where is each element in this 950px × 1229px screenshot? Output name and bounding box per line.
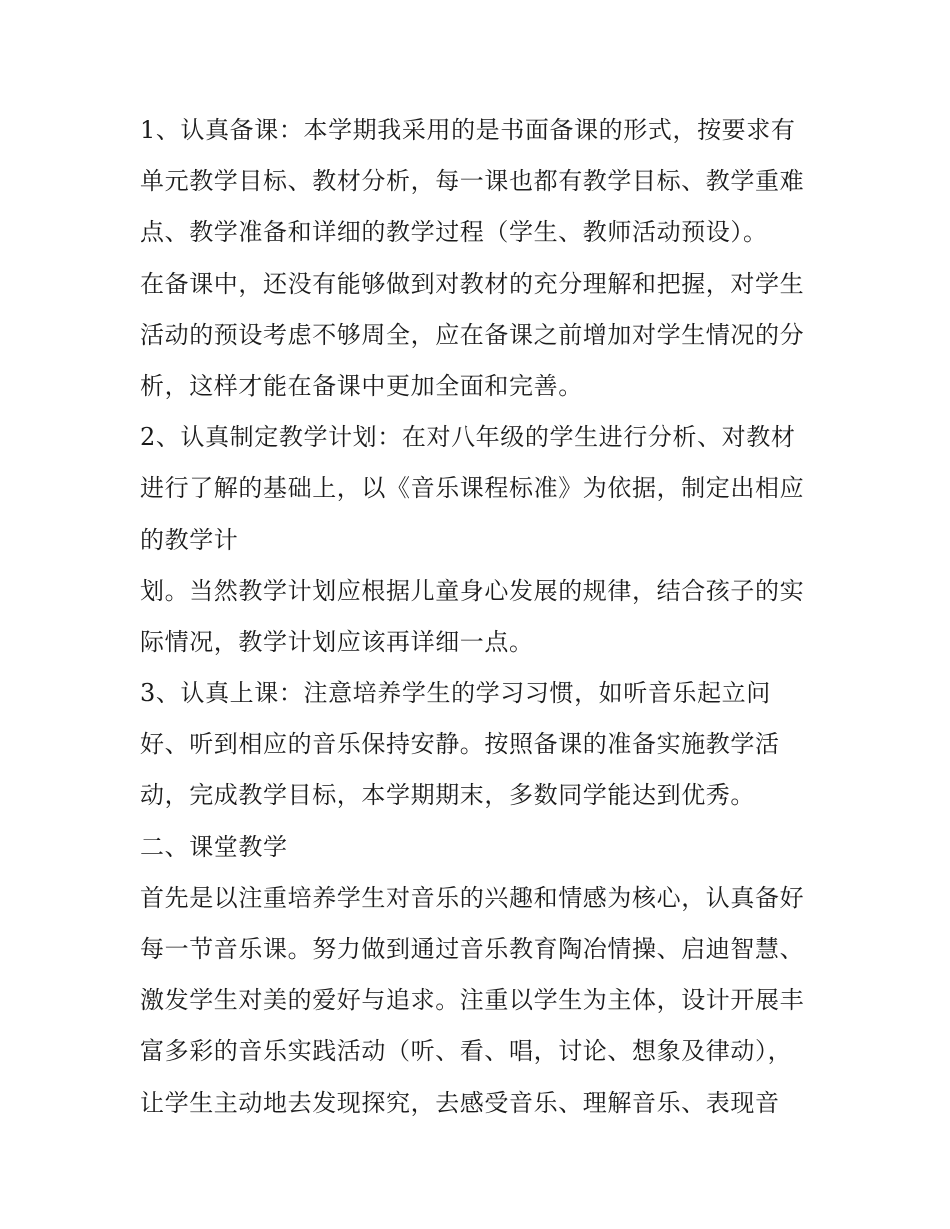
document-body bbox=[140, 105, 830, 1129]
text-line: 富多彩的音乐实践活动（听、看、唱，讨论、想象及律动）， bbox=[140, 1037, 793, 1066]
text-line: 好、听到相应的音乐保持安静。按照备课的准备实施教学活 bbox=[140, 730, 780, 759]
text-line: 1、认真备课：本学期我采用的是书面备课的形式，按要求有 bbox=[140, 116, 796, 144]
text-line: 单元教学目标、教材分析，每一课也都有教学目标、教学重难 bbox=[140, 167, 805, 196]
text-line: 首先是以注重培养学生对音乐的兴趣和情感为核心，认真备好 bbox=[140, 883, 805, 912]
text-line: 激发学生对美的爱好与追求。注重以学生为主体，设计开展丰 bbox=[140, 986, 805, 1015]
text-line: 划。当然教学计划应根据儿童身心发展的规律，结合孩子的实 bbox=[140, 576, 805, 605]
text-line: 析，这样才能在备课中更加全面和完善。 bbox=[140, 371, 583, 400]
text-line: 际情况，教学计划应该再详细一点。 bbox=[140, 627, 534, 656]
section-heading: 二、课堂教学 bbox=[140, 832, 288, 861]
text-line: 的教学计 bbox=[140, 525, 239, 554]
text-line: 每一节音乐课。努力做到通过音乐教育陶冶情操、启迪智慧、 bbox=[140, 935, 805, 963]
text-line: 让学生主动地去发现探究，去感受音乐、理解音乐、表现音 bbox=[140, 1088, 780, 1117]
text-line: 3、认真上课：注意培养学生的学习习惯，如听音乐起立问 bbox=[140, 679, 771, 708]
text-line: 活动的预设考虑不够周全，应在备课之前增加对学生情况的分 bbox=[140, 320, 805, 349]
text-line: 2、认真制定教学计划：在对八年级的学生进行分析、对教材 bbox=[140, 423, 796, 452]
text-line: 在备课中，还没有能够做到对教材的充分理解和把握，对学生 bbox=[140, 269, 805, 298]
text-line: 进行了解的基础上，以《音乐课程标准》为依据，制定出相应 bbox=[140, 474, 805, 503]
text-line: 点、教学准备和详细的教学过程（学生、教师活动预设）。 bbox=[140, 218, 768, 247]
text-line: 动，完成教学目标，本学期期末，多数同学能达到优秀。 bbox=[140, 781, 755, 810]
